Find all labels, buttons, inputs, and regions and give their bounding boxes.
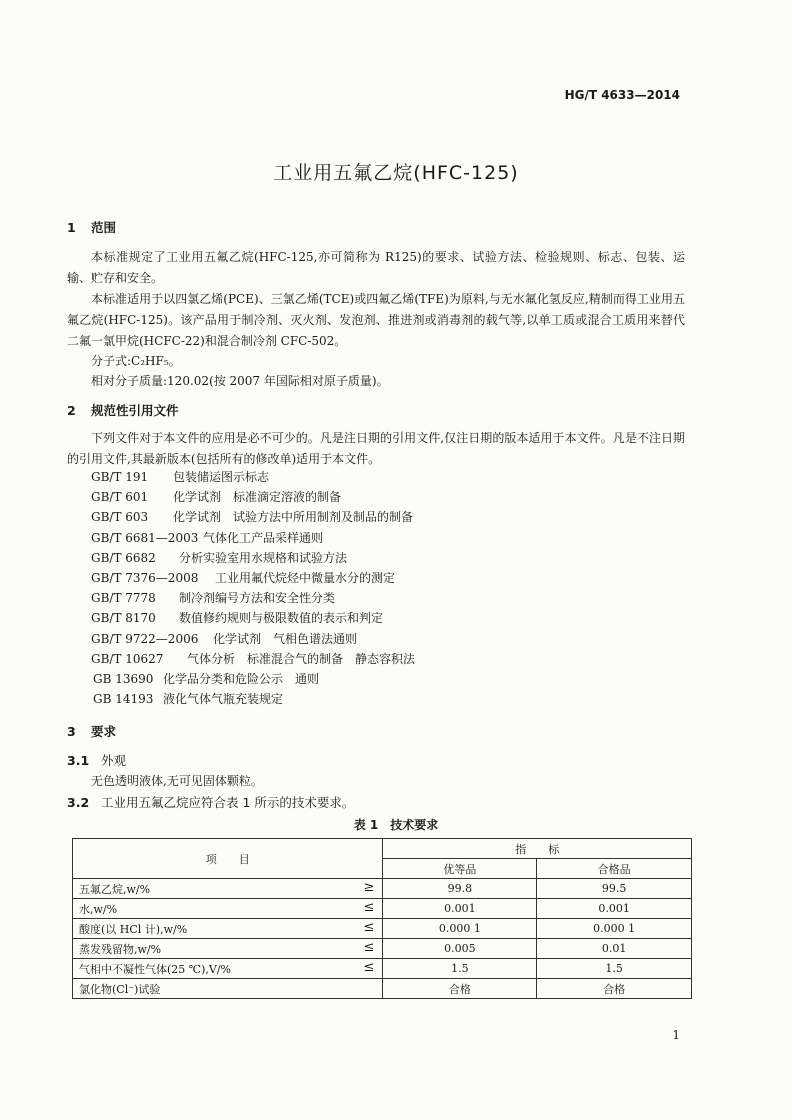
- limit-symbol: ≥: [363, 880, 375, 895]
- reference-title: 液化气体气瓶充装规定: [163, 692, 284, 707]
- table-row: [73, 979, 692, 999]
- reference-code: GB/T 9722—2006: [91, 631, 199, 646]
- subsection-text: 工业用五氟乙烷应符合表 1 所示的技术要求。: [101, 795, 355, 810]
- value-superior: 0.000 1: [383, 919, 537, 939]
- value-superior: 1.5: [383, 959, 537, 979]
- item-label: 蒸发残留物,w/%: [79, 942, 162, 956]
- section-title: 规范性引用文件: [91, 403, 179, 418]
- limit-symbol: ≤: [363, 960, 375, 975]
- subsection-number: 3.2: [67, 795, 90, 810]
- reference-title: 化学试剂 标准滴定溶液的制备: [173, 490, 342, 505]
- reference-code: GB/T 7376—2008: [91, 570, 199, 585]
- limit-symbol: ≤: [363, 940, 375, 955]
- limit-symbol: ≤: [363, 920, 375, 935]
- value-qualified: 99.5: [537, 879, 692, 899]
- section-number: 3: [67, 724, 76, 739]
- reference-title: 包装储运图示标志: [173, 470, 270, 484]
- item-label: 五氟乙烷,w/%: [79, 882, 151, 896]
- standard-number: HG/T 4633—2014: [564, 88, 680, 102]
- reference-code: GB/T 191: [91, 470, 149, 484]
- item-label: 水,w/%: [79, 902, 118, 916]
- header-index: 指 标: [383, 839, 692, 859]
- section-3-heading: [67, 722, 116, 740]
- reference-item: [91, 650, 415, 670]
- reference-title: 制冷剂编号方法和安全性分类: [179, 591, 336, 606]
- item-label: 酸度(以 HCl 计),w/%: [79, 922, 188, 936]
- reference-code: GB/T 7778: [91, 591, 156, 606]
- item-cell: [73, 959, 383, 979]
- reference-code: GB/T 10627: [91, 651, 164, 666]
- value-superior: 合格: [383, 979, 537, 999]
- reference-item: [91, 690, 415, 710]
- tech-requirements-table: [72, 838, 692, 999]
- table-header-row: [73, 839, 692, 859]
- header-grade-qualified: 合格品: [537, 859, 692, 879]
- document-title: 工业用五氟乙烷(HFC-125): [273, 162, 519, 184]
- item-cell: [73, 979, 383, 999]
- subsection-number: 3.1: [67, 753, 90, 768]
- molecular-mass: 相对分子质量:120.02(按 2007 年国际相对原子质量)。: [91, 374, 389, 388]
- item-cell: [73, 879, 383, 899]
- table-row: [73, 939, 692, 959]
- reference-item: [91, 569, 415, 589]
- reference-title: 化学品分类和危险公示 通则: [163, 671, 320, 686]
- reference-title: 工业用氟代烷烃中微量水分的测定: [215, 570, 396, 585]
- section-1-heading: [67, 218, 116, 236]
- section-title: 范围: [91, 220, 117, 235]
- appearance-text: 无色透明液体,无可见固体颗粒。: [91, 774, 263, 788]
- item-label: 氯化物(Cl⁻)试验: [79, 982, 161, 996]
- reference-code: GB 13690: [93, 671, 154, 686]
- value-superior: 99.8: [383, 879, 537, 899]
- value-qualified: 0.01: [537, 939, 692, 959]
- molecular-formula: 分子式:C₂HF₅。: [91, 354, 181, 368]
- section-1-paragraph-1: 本标准规定了工业用五氟乙烷(HFC-125,亦可简称为 R125)的要求、试验方法、检验规则、标志、包装、运输、贮存和安全。: [67, 250, 685, 285]
- value-qualified: 0.000 1: [537, 919, 692, 939]
- value-qualified: 1.5: [537, 959, 692, 979]
- item-cell: [73, 899, 383, 919]
- table-row: [73, 959, 692, 979]
- reference-item: [91, 549, 415, 569]
- section-number: 2: [67, 403, 76, 418]
- section-title: 要求: [91, 724, 117, 739]
- reference-list: [91, 468, 415, 710]
- reference-code: GB/T 603: [91, 510, 149, 525]
- table-row: [73, 879, 692, 899]
- table-row: [73, 919, 692, 939]
- value-superior: 0.001: [383, 899, 537, 919]
- value-qualified: 0.001: [537, 899, 692, 919]
- reference-item: [91, 589, 415, 609]
- section-3-1-heading: [67, 751, 126, 769]
- reference-code: GB/T 6681—2003: [91, 530, 199, 545]
- subsection-title: 外观: [101, 753, 127, 768]
- reference-item: [91, 488, 415, 508]
- section-2-intro: 下列文件对于本文件的应用是必不可少的。凡是注日期的引用文件,仅注日期的版本适用于本文件。凡是不注日期的引用文件,其最新版本(包括所有的修改单)适用于本文件。: [67, 431, 685, 466]
- section-2-heading: [67, 401, 179, 419]
- item-cell: [73, 919, 383, 939]
- reference-item: [91, 670, 415, 690]
- reference-title: 化学试剂 气相色谱法通则: [213, 631, 358, 646]
- table-caption: 表 1 技术要求: [353, 818, 439, 832]
- reference-title: 数值修约规则与极限数值的表示和判定: [179, 611, 384, 626]
- reference-code: GB/T 6682: [91, 550, 156, 565]
- header-item: 项 目: [73, 839, 383, 879]
- reference-title: 气体化工产品采样通则: [203, 530, 324, 545]
- reference-item: [91, 468, 415, 488]
- header-grade-superior: 优等品: [383, 859, 537, 879]
- reference-title: 气体分析 标准混合气的制备 静态容积法: [187, 651, 416, 666]
- section-number: 1: [67, 220, 76, 235]
- value-superior: 0.005: [383, 939, 537, 959]
- reference-item: [91, 609, 415, 629]
- reference-item: [91, 508, 415, 528]
- section-3-2: [67, 793, 354, 811]
- page-number: 1: [672, 1028, 680, 1042]
- table-row: [73, 899, 692, 919]
- reference-code: GB 14193: [93, 692, 154, 707]
- reference-item: [91, 529, 415, 549]
- reference-code: GB/T 601: [91, 490, 149, 505]
- reference-title: 化学试剂 试验方法中所用制剂及制品的制备: [173, 510, 414, 525]
- reference-title: 分析实验室用水规格和试验方法: [179, 550, 348, 565]
- reference-item: [91, 630, 415, 650]
- reference-code: GB/T 8170: [91, 611, 156, 626]
- limit-symbol: ≤: [363, 900, 375, 915]
- item-cell: [73, 939, 383, 959]
- item-label: 气相中不凝性气体(25 ℃),V/%: [79, 962, 231, 976]
- section-1-paragraph-2: 本标准适用于以四氯乙烯(PCE)、三氯乙烯(TCE)或四氟乙烯(TFE)为原料,与无水氟化氢反应,精制而得工业用五氟乙烷(HFC-125)。该产品用于制冷剂、灭火剂、发泡剂、推进剂或消毒剂的载气等,以单工质或混合工质用来替代二氟一氯甲烷(HCFC-22)和混合制冷剂 CFC-502。: [67, 292, 685, 348]
- value-qualified: 合格: [537, 979, 692, 999]
